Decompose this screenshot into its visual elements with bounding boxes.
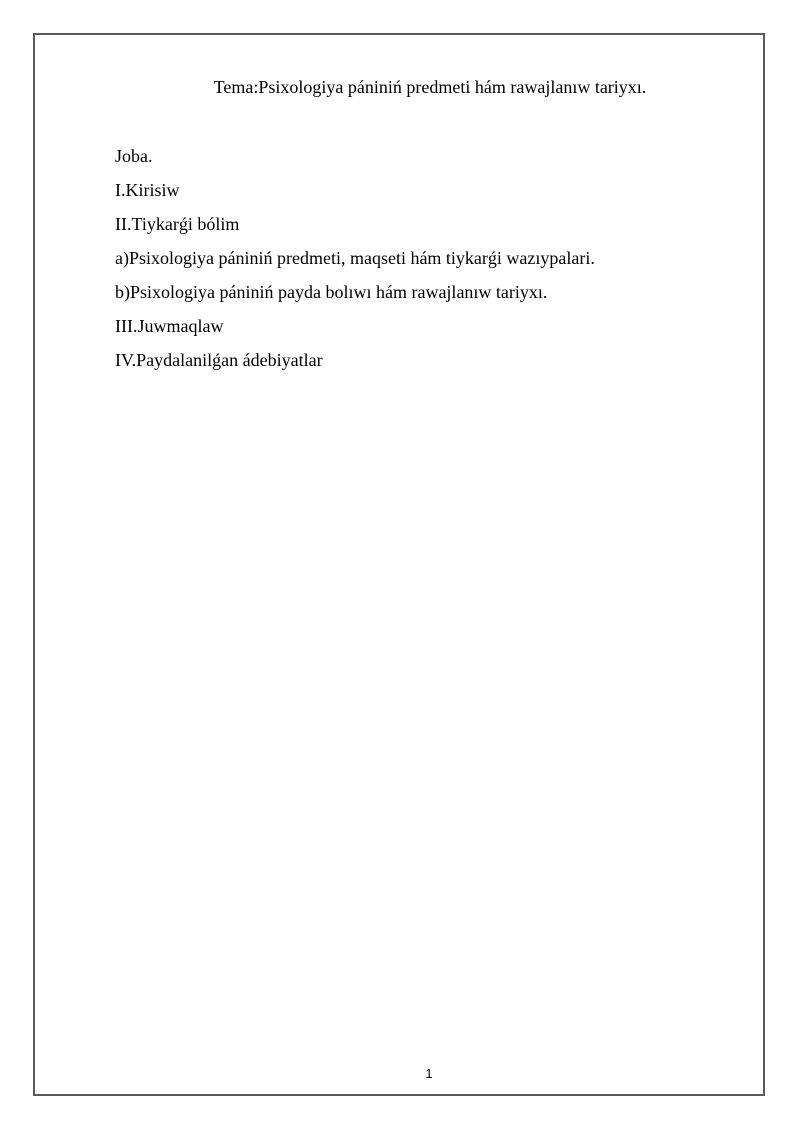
outline-heading: Joba. xyxy=(115,146,153,166)
page-number: 1 xyxy=(425,1066,433,1081)
outline-list xyxy=(115,145,595,383)
outline-item-references: IV.Paydalanilǵan ádebiyatlar xyxy=(115,350,323,370)
outline-item-introduction: I.Kirisiw xyxy=(115,180,180,200)
outline-item-history: b)Psixologiya pániniń payda bolıwı hám rawajlanıw tariyxı. xyxy=(115,282,548,302)
document-title: Tema:Psixologiya pániniń predmeti hám rawajlanıw tariyxı. xyxy=(213,77,647,97)
outline-item-main-part: II.Tiykarǵi bólim xyxy=(115,214,240,234)
outline-item-conclusion: III.Juwmaqlaw xyxy=(115,316,224,336)
outline-item-subject-goals: a)Psixologiya pániniń predmeti, maqseti hám tiykarǵi wazıypalari. xyxy=(115,248,595,268)
